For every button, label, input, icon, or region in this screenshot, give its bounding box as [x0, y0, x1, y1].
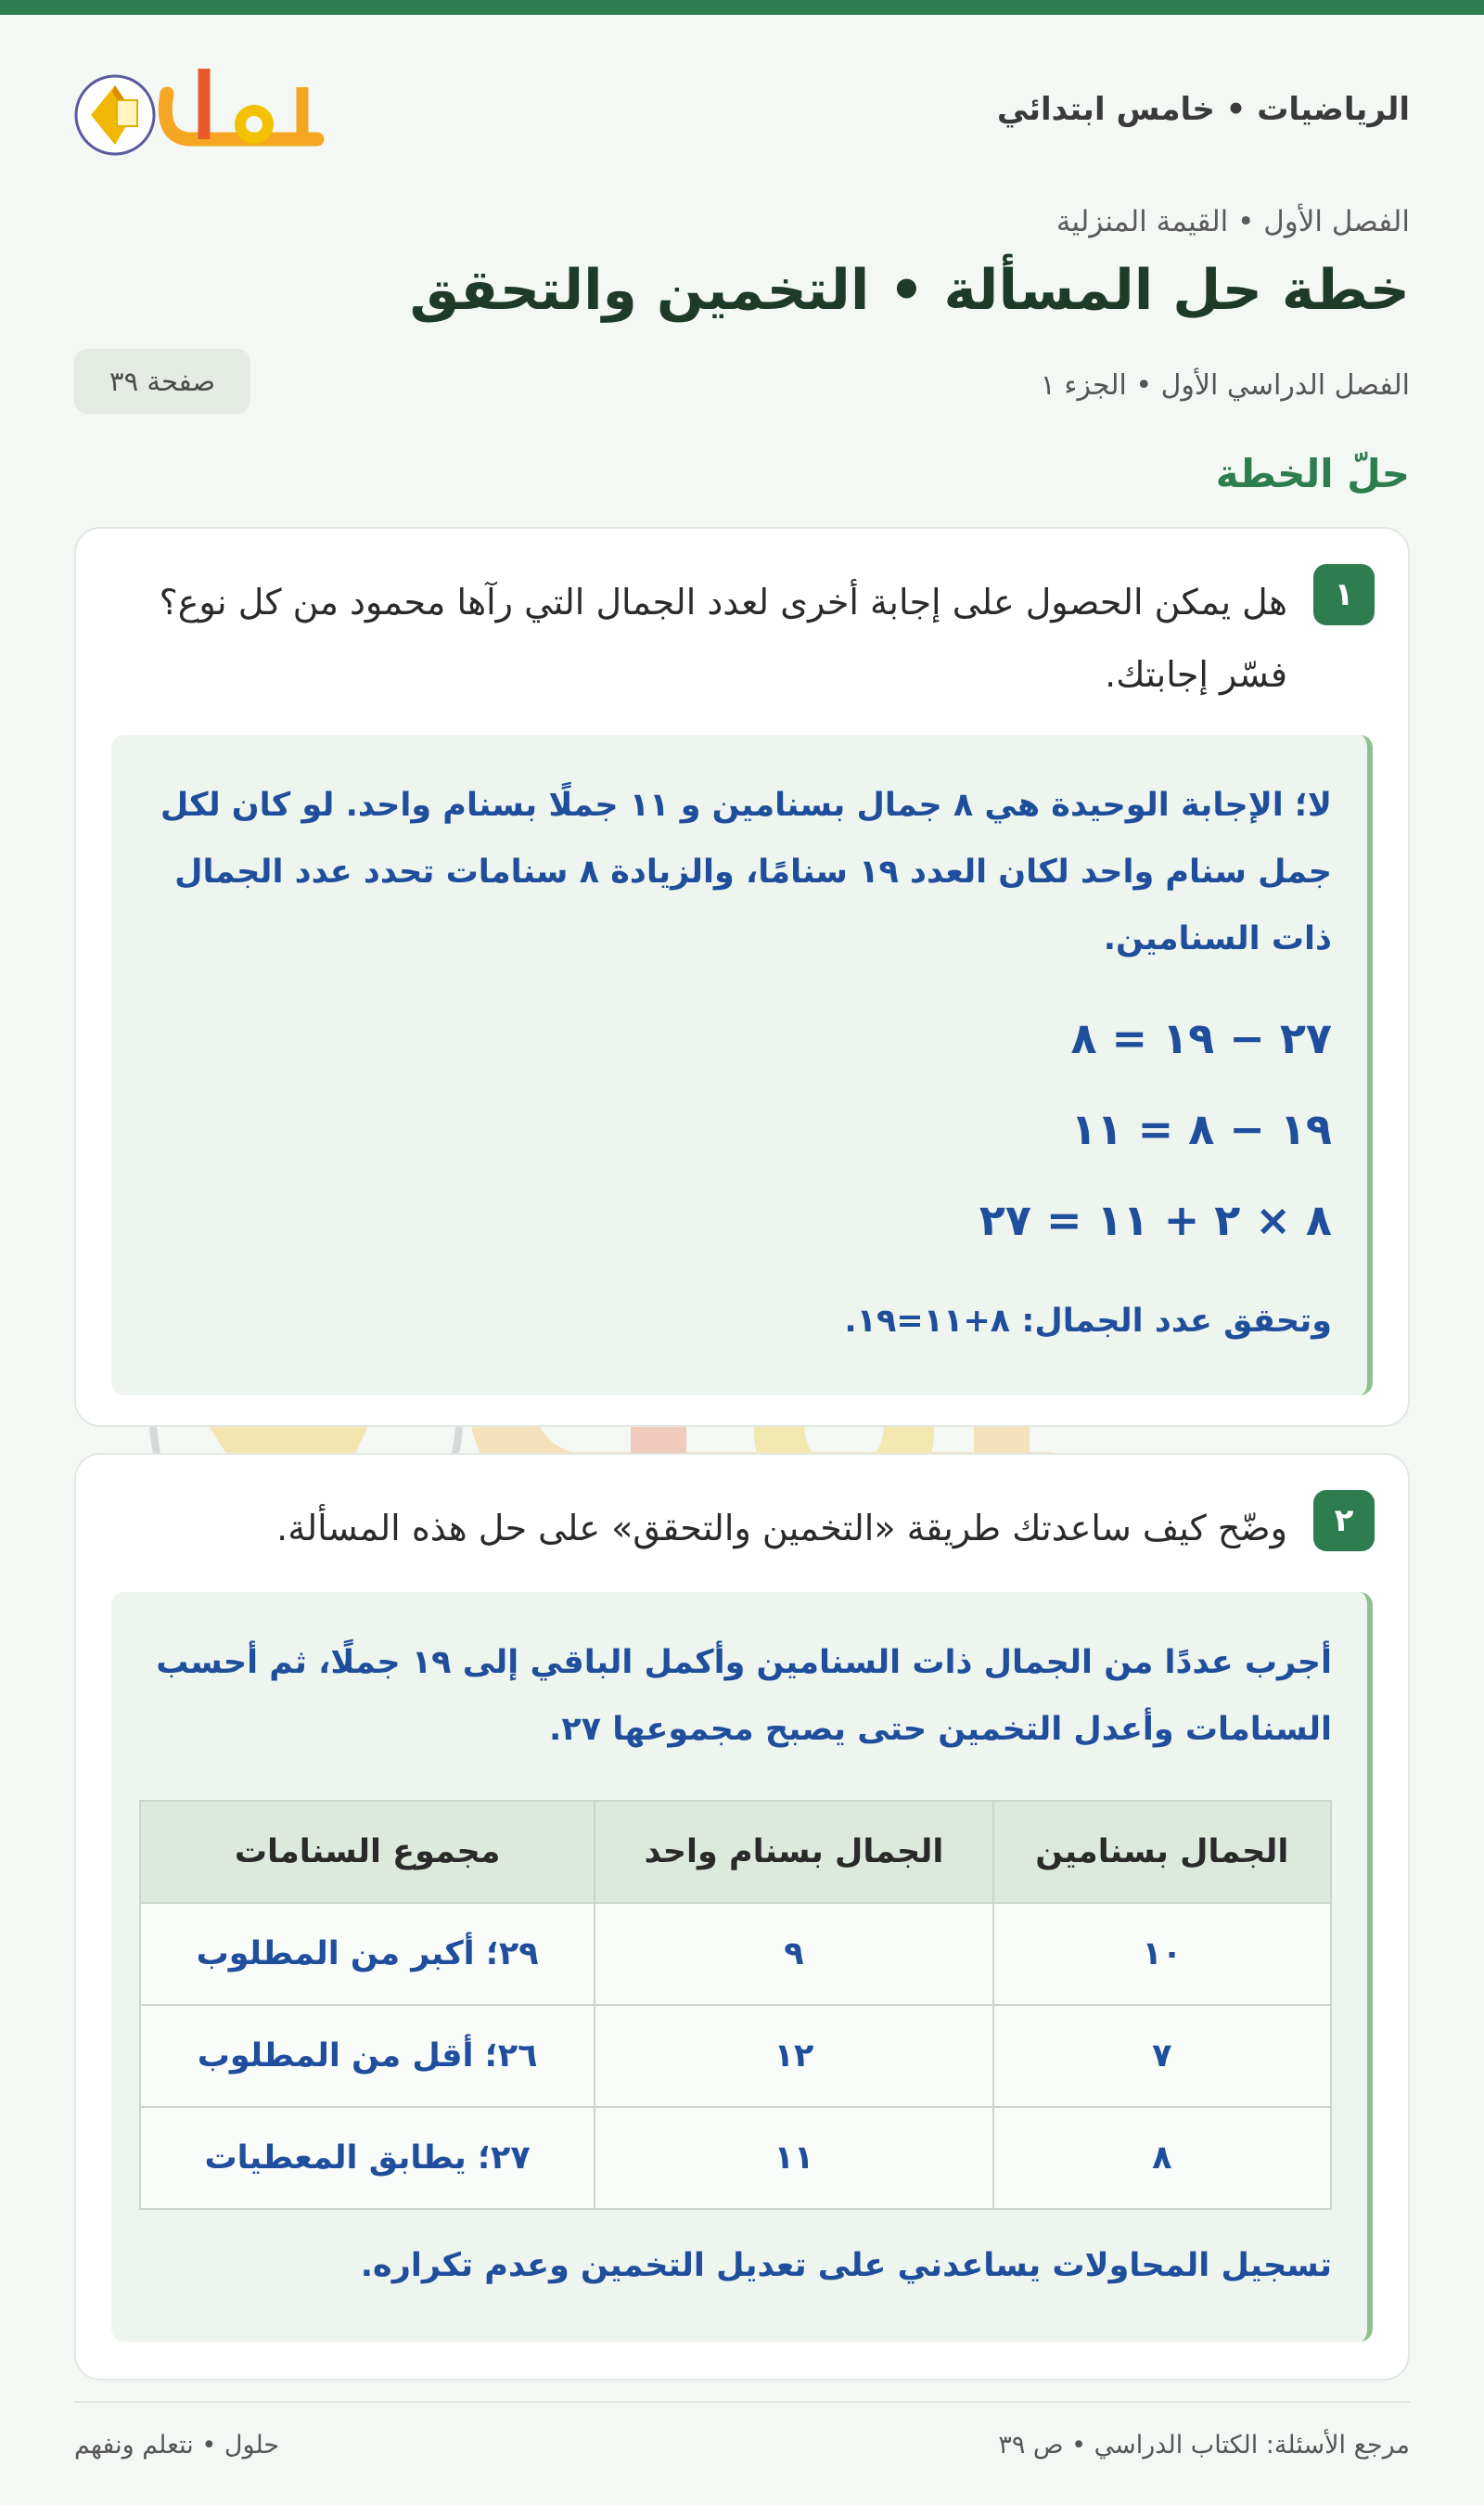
question-card-2: [74, 1453, 1410, 2381]
question-text: وضّح كيف ساعدتك طريقة «التخمين والتحقق» على حل هذه المسألة.: [276, 1508, 1287, 1548]
answer-conclusion: تسجيل المحاولات يساعدني على تعديل التخمين وعدم تكراره.: [360, 2247, 1332, 2284]
page-title: خطة حل المسألة • التخمين والتحقق: [409, 258, 1410, 323]
answer-check: وتحقق عدد الجمال: ٨+١١=١٩.: [844, 1303, 1332, 1340]
answer-box: [111, 1592, 1373, 2342]
question-text: هل يمكن الحصول على إجابة أخرى لعدد الجمال التي رآها محمود من كل نوع؟ فسّر إجابتك.: [159, 582, 1287, 695]
page-number-badge: صفحة ٣٩: [74, 349, 250, 414]
answer-explanation: أجرب عددًا من الجمال ذات السنامين وأكمل الباقي إلى ١٩ جملًا، ثم أحسب السنامات وأعدل التخمين حتى يصبح مجموعها ٢٧.: [156, 1644, 1332, 1748]
question-number-badge: ٢: [1313, 1490, 1375, 1551]
brand-logo[interactable]: [74, 61, 334, 163]
table-cell: ٩: [595, 1903, 992, 2005]
table-cell: ٨: [993, 2107, 1331, 2209]
table-row: [140, 1903, 1331, 2005]
table-cell: ١٠: [993, 1903, 1331, 2005]
question-card-1: [74, 527, 1410, 1427]
table-cell: ١١: [595, 2107, 992, 2209]
top-accent-bar: [0, 0, 1484, 15]
chapter-label: الفصل الأول • القيمة المنزلية: [1055, 205, 1410, 238]
footer-brand: حلول • نتعلم ونفهم: [74, 2431, 280, 2460]
answer-box: [111, 735, 1373, 1395]
attempts-table: [139, 1800, 1332, 2210]
question-number-badge: ١: [1313, 564, 1375, 625]
column-header: الجمال بسنامين: [993, 1801, 1331, 1903]
equation-2: ١٩ − ٨ = ١١: [1070, 1104, 1332, 1154]
answer-explanation: لا؛ الإجابة الوحيدة هي ٨ جمال بسنامين و ١١ جملًا بسنام واحد. لو كان لكل جمل سنام واحد لكان العدد ١٩ سنامًا، والزيادة ٨ سنامات تحدد عدد الجمال ذات السنامين.: [160, 787, 1332, 957]
table-header-row: [140, 1801, 1331, 1903]
page-header: [74, 15, 1410, 182]
column-header: الجمال بسنام واحد: [595, 1801, 992, 1903]
footer-divider: [74, 2401, 1410, 2403]
column-header: مجموع السنامات: [140, 1801, 595, 1903]
equation-1: ٢٧ − ١٩ = ٨: [1070, 1013, 1332, 1063]
page-content: [74, 15, 1410, 2284]
table-cell: ١٢: [595, 2005, 992, 2107]
equation-3: ٨ × ٢ + ١١ = ٢٧: [979, 1195, 1332, 1245]
footer-reference: مرجع الأسئلة: الكتاب الدراسي • ص ٣٩: [998, 2431, 1410, 2460]
table-row: [140, 2005, 1331, 2107]
table-cell: ٢٦؛ أقل من المطلوب: [140, 2005, 595, 2107]
table-cell: ٢٩؛ أكبر من المطلوب: [140, 1903, 595, 2005]
subject-label: الرياضيات • خامس ابتدائي: [996, 91, 1410, 128]
section-title: حلّ الخطة: [1215, 451, 1410, 496]
table-cell: ٧: [993, 2005, 1331, 2107]
table-cell: ٢٧؛ يطابق المعطيات: [140, 2107, 595, 2209]
table-row: [140, 2107, 1331, 2209]
semester-label: الفصل الدراسي الأول • الجزء ١: [1040, 369, 1410, 402]
